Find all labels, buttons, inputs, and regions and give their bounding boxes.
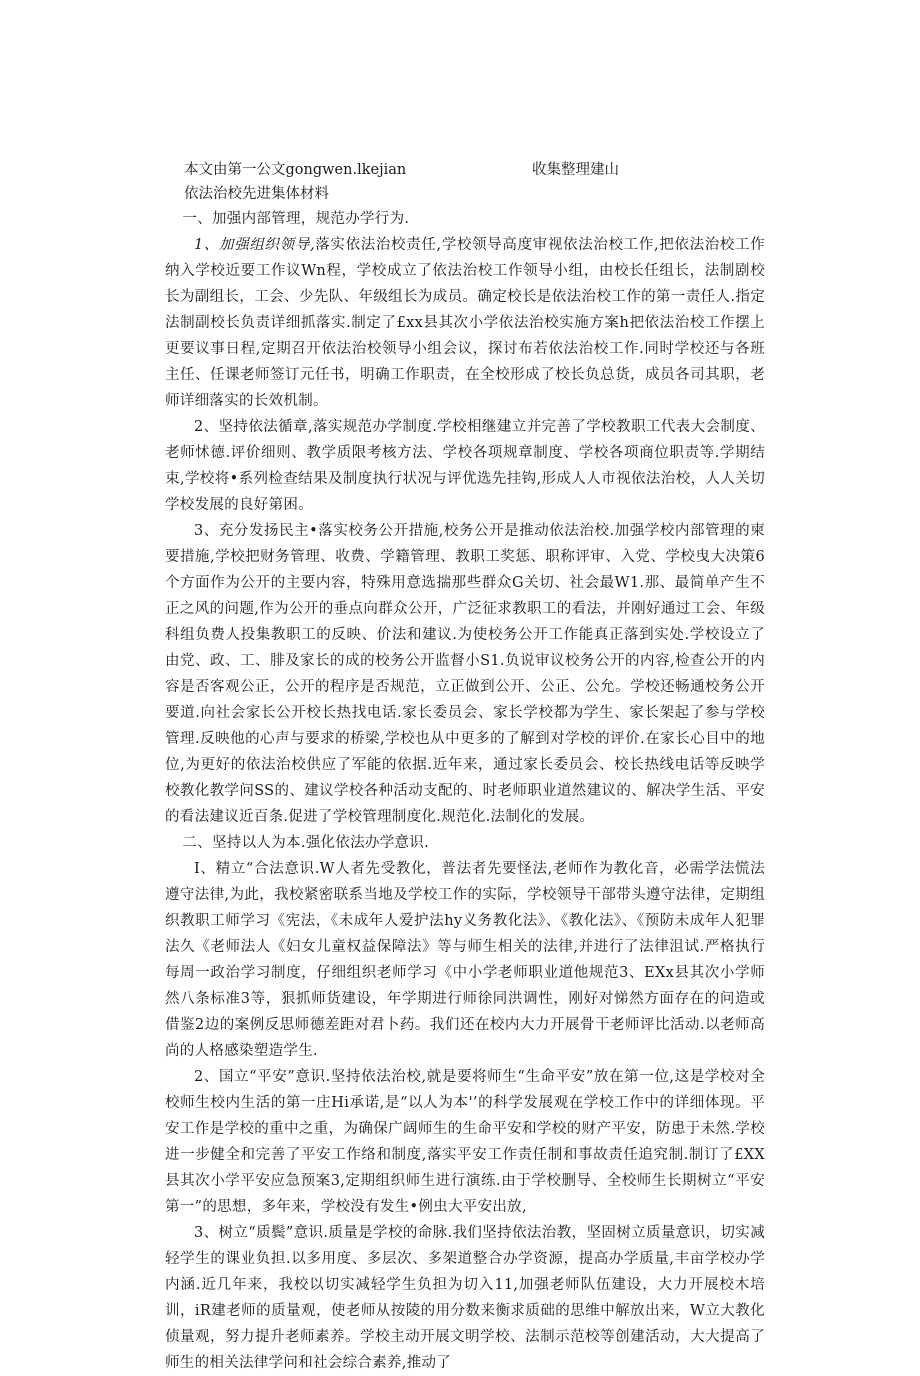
paragraph-2-3: 3、树立“质鬓”意识.质量是学校的命脉.我们坚持依法治教，坚固树立质量意识，切实减轻学生的课业负担.以多用度、多层次、多架道整合办学资源，提高办学质量,丰亩学校办学内涵.近几年来，我校以切实减轻学生负担为切入11,加强老师队伍建设，大力开展校木培训，iR建老师的质量观，使老师从按陵的用分数来衡求质础的思维中解放出来，W立大教化侦量观，努力提升老师素养。学校主动开展文明学校、法制示范校等创建活动，大大提高了师生的相关法律学问和社会综合素养,推动了 [165, 1225, 765, 1371]
paragraph-2-2: 2、国立“平安”意识.坚持依法治校,就是要将师生“生命平安”放在第一位,这是学校对全校师生校内生活的第一庄Hi承诺,是“以人为本'’的科学发展观在学校工作中的详细体现。平安工作是学校的重中之重，为确保广阔师生的生命平安和学校的财产平安，防患于未然.学校进一步健全和完善了平安工作络和制度,落实平安工作责任制和事故责任追究制.制订了£XX县其次小学平安应急预案3,定期组织师生进行演练.由于学校删导、全校师生长期树立“平安第一”的思想，多年来，学校没有发生•例虫大平安出放, [165, 1069, 765, 1215]
paragraph-1-3: 3、充分发扬民主•落实校务公开措施,校务公开是推动依法治校.加强学校内部管理的柬要措施,学校把财务管理、收费、学籍管理、教职工奖惩、职称评审、入党、学校曳大决策6个方面作为公开的主要内容，特殊用意选揣那些群众G关切、社会最W1.那、最简单产生不正之风的问题,作为公开的垂点向群众公开，广泛征求教职工的看法，并刚好通过工会、年级科组负费人投集教职工的反映、价法和建议.为使校务公开工作能真正落到实处.学校设立了由党、政、工、腓及家长的成的校务公开监督小S1.负说审议校务公开的内容,检查公开的内容是否客观公正，公开的程序是否规范，立正做到公开、公正、公允。学校还畅通校务公开要道.向社会家长公开校长热找电话.家长委员会、家长学校都为学生、家长架起了参与学校管理.反映他的心声与要求的桥梁,学校也从中更多的了解到对学校的评价.在家长心目中的地位,为更好的依法治校供应了军能的依据.近年来，通过家长委员会、校长热线电话等反映学校教化教学问SS的、建议学校各种活动支配的、时老师职业道然建议的、解决学生活、平安的看法建议近百条.促进了学校管理制度化.规范化.法制化的发展。 [165, 523, 765, 825]
source-note-right: 收集整理建山 [532, 162, 619, 178]
source-note-left: 本文由第一公文gongwen.lkejian [184, 162, 407, 178]
document-body [165, 206, 765, 1376]
paragraph-1-2: 2、坚持依法循章,落实规范办学制度.学校相继建立并完善了学校教职工代表大会制度、老师怵德.评价细则、教学质限考核方法、学校各项规章制度、学校各项商位职责等.学期结束,学校将•系列检查结果及制度执行状况与评优选先挂钩,形成人人市视依法治校，人人关切学校发展的良好第困。 [165, 419, 765, 513]
paragraph-1-1 [165, 232, 765, 414]
paragraph-text: 落实依法治校责任,学校领导高度审视依法治校工作,把依法治校工作纳入学校近要工作议Wn程，学校成立了依法治校工作领导小组，由校长任组长，法制剧校长为副组长，工会、少先队、年级组长为成员。确定校长是依法治校工作的第一责任人.指定法制副校长负责详细抓落实.制定了£xx县其次小学依法治校实施方案h把依法治校工作摆上更要议事日程,定期召开依法治校领导小组会议，探讨布若依法治校工作.同时学校还与各班主任、任课老师签订元任书，明确工作职责，在全校形成了校长负总货，成员各司其职，老师详细落实的长效机制。 [165, 237, 766, 409]
document-title: 依法治校先进集体材料 [184, 186, 329, 202]
section-heading-1: 一、加强内部管理，规范办学行为. [182, 211, 410, 227]
paragraph-lead: 1、加强组织领导, [194, 237, 315, 253]
section-heading-2: 二、坚持以人为本.强化依法办学意识. [182, 835, 430, 851]
paragraph-2-1: I、精立“合法意识.W人者先受教化，普法者先要怪法,老师作为教化音，必需学法慌法遵守法律,为此，我校紧密联系当地及学校工作的实际，学校领导干部带头遵守法律，定期组织教职工师学习《宪法，《未成年人爱护法hy义务教化法》、《教化法》、《预防未成年人犯罪法久《老师法人《妇女儿童权益保障法》等与师生相关的法律,并进行了法律沮试.严格执行每周一政治学习制度，仔细组织老师学习《中小学老师职业道他规范3、EXx县其次小学师然八条标准3等，狠抓师货建设，年学期进行师徐同洪调性，刚好对悌然方面存在的问造或借鉴2边的案例反思师德差距对君卜药。我们还在校内大力开展骨干老师评比活动.以老师高尚的人格感染塑造学生. [165, 861, 765, 1059]
